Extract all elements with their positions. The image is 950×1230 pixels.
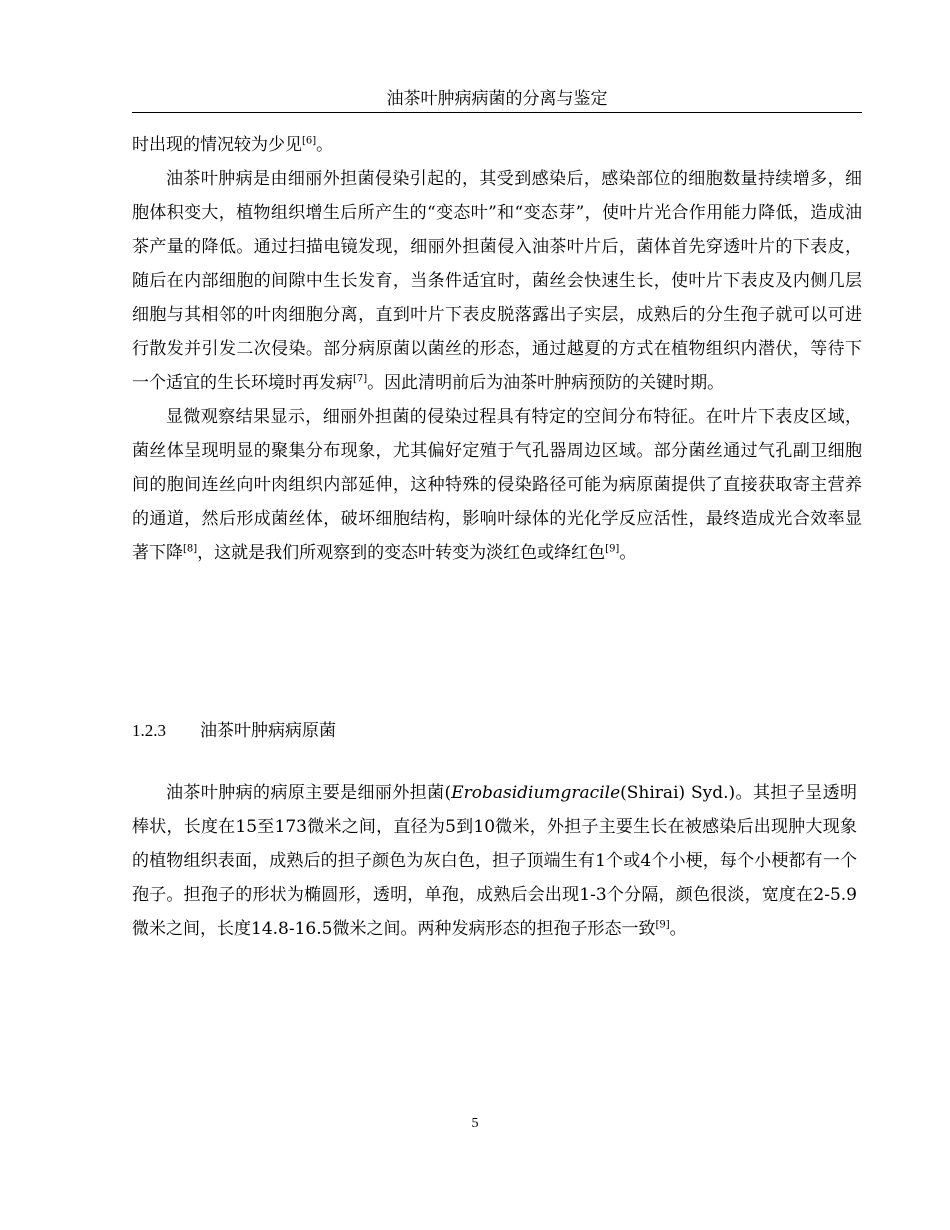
paragraph-continuation <box>132 128 862 162</box>
paragraph-text: 显微观察结果显示，细丽外担菌的侵染过程具有特定的空间分布特征。在叶片下表皮区域，菌丝体呈现明显的聚集分布现象，尤其偏好定殖于气孔器周边区域。部分菌丝通过气孔副卫细胞间的胞间连丝向叶肉组织内部延伸，这种特殊的侵染路径可能为病原菌提供了直接获取寄主营养的通道，然后形成菌丝体，破坏细胞结构，影响叶绿体的光化学反应活性，最终造成光合效率显著下降 <box>132 407 862 563</box>
citation-ref: [8] <box>183 543 198 555</box>
body-text <box>132 128 862 570</box>
paragraph-infection-process <box>132 162 862 400</box>
paragraph-text: 油茶叶肿病的病原主要是细丽外担菌( <box>166 783 452 803</box>
section-heading <box>132 718 336 744</box>
citation-ref: [9] <box>605 543 620 555</box>
citation-ref: [6] <box>302 135 317 147</box>
paragraph-pathogen <box>132 776 857 946</box>
paragraph-text: 油茶叶肿病是由细丽外担菌侵染引起的，其受到感染后，感染部位的细胞数量持续增多，细胞体积变大，植物组织增生后所产生的“变态叶”和“变态芽”，使叶片光合作用能力降低，造成油茶产量的降低。通过扫描电镜发现，细丽外担菌侵入油茶叶片后，菌体首先穿透叶片的下表皮，随后在内部细胞的间隙中生长发育，当条件适宜时，菌丝会快速生长，使叶片下表皮及内侧几层细胞与其相邻的叶肉细胞分离，直到叶片下表皮脱落露出子实层，成熟后的分生孢子就可以可进行散发并引发二次侵染。部分病原菌以菌丝的形态，通过越夏的方式在植物组织内潜伏，等待下一个适宜的生长环境时再发病 <box>132 169 862 393</box>
citation-ref: [7] <box>353 373 368 385</box>
section-number: 1.2.3 <box>132 721 166 740</box>
paragraph-text: (Shirai) Syd.)。其担子呈透明棒状，长度在15至173微米之间，直径为5到10微米，外担子主要生长在被感染后出现肿大现象的植物组织表面，成熟后的担子颜色为灰白色，担子顶端生有1个或4个小梗，每个小梗都有一个孢子。担孢子的形状为椭圆形，透明，单孢，成熟后会出现1-3个分隔，颜色很淡，宽度在2-5.9微米之间，长度14.8-16.5微米之间。两种发病形态的担孢子形态一致 <box>132 783 857 939</box>
paragraph-text: 时出现的情况较为少见 <box>132 135 302 155</box>
section-body <box>132 776 857 946</box>
section-title: 油茶叶肿病病原菌 <box>200 721 336 741</box>
running-header: 油茶叶肿病病菌的分离与鉴定 <box>132 88 862 113</box>
paragraph-tail: 。 <box>619 543 637 563</box>
species-name: Erobasidiumgracile <box>451 783 621 803</box>
paragraph-tail: 。 <box>316 135 334 155</box>
paragraph-microscopy <box>132 400 862 570</box>
paragraph-tail: 。因此清明前后为油茶叶肿病预防的关键时期。 <box>367 373 725 393</box>
page-number: 5 <box>471 1116 479 1131</box>
paragraph-tail: 。 <box>669 919 687 939</box>
citation-ref: [9] <box>655 919 670 931</box>
paragraph-tail: ，这就是我们所观察到的变态叶转变为淡红色或绛红色 <box>197 543 606 563</box>
